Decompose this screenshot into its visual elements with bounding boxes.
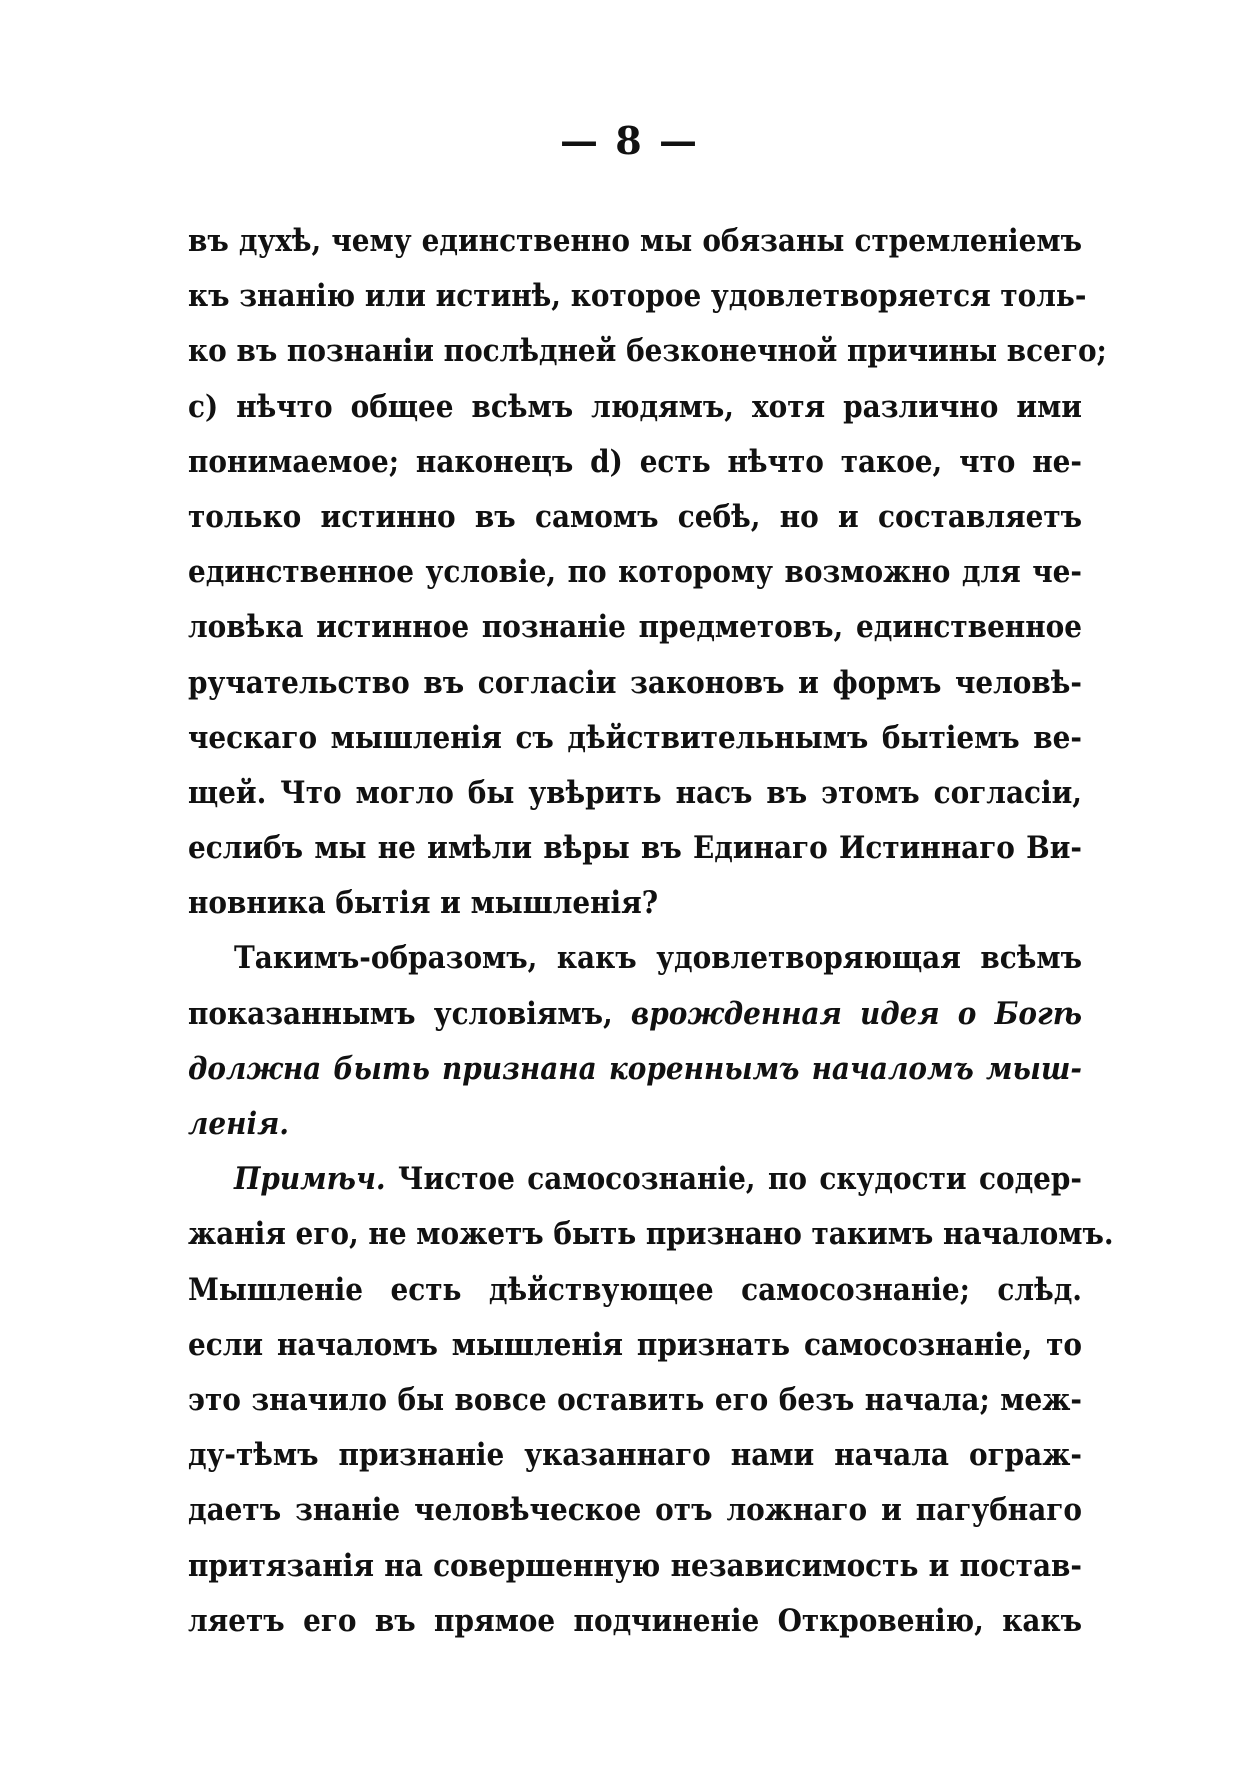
- text-line: это значило бы вовсе оставить его безъ начала; меж-: [188, 1381, 1082, 1418]
- text-line: если началомъ мышленія признать самосознаніе, то: [188, 1326, 1082, 1363]
- text-line: щей. Что могло бы увѣрить насъ въ этомъ согласіи,: [188, 774, 1082, 811]
- body-text: [188, 214, 1114, 1649]
- paragraph-1: [188, 214, 1107, 931]
- text-run: Чистое самосознаніе, по скудости содер-: [398, 1161, 1082, 1198]
- text-line: Мышленіе есть дѣйствующее самосознаніе; слѣд.: [188, 1271, 1082, 1308]
- text-line: только истинно въ самомъ себѣ, но и составляетъ: [188, 498, 1082, 535]
- emphasis-line: должна быть признана кореннымъ началомъ мыш-: [188, 1050, 1082, 1087]
- text-line: [188, 1152, 1082, 1207]
- text-line: жанія его, не можетъ быть признано такимъ началомъ.: [188, 1216, 1114, 1253]
- paragraph-3-note: [188, 1152, 1114, 1649]
- note-label: Примѣч.: [234, 1161, 386, 1198]
- text-line: еслибъ мы не имѣли вѣры въ Единаго Истиннаго Ви-: [188, 830, 1082, 867]
- text-line: въ духѣ, чему единственно мы обязаны стремленіемъ: [188, 223, 1082, 259]
- text-line: Такимъ-образомъ, какъ удовлетворяющая всѣмъ: [234, 940, 1082, 977]
- text-line: ляетъ его въ прямое подчиненіе Откровенію, какъ: [188, 1602, 1082, 1639]
- text-run: показаннымъ условіямъ,: [188, 995, 613, 1032]
- text-line: единственное условіе, по которому возможно для че-: [188, 554, 1082, 591]
- text-line: ду-тѣмъ признаніе указаннаго нами начала ограж-: [188, 1437, 1082, 1474]
- emphasis-line: ленія.: [188, 1106, 289, 1142]
- text-line: притязанія на совершенную независимость и постав-: [188, 1547, 1082, 1584]
- text-line: ловѣка истинное познаніе предметовъ, единственное: [188, 609, 1082, 646]
- text-line: новника бытія и мышленія?: [188, 885, 659, 922]
- text-line: понимаемое; наконецъ d) есть нѣчто такое, что не-: [188, 443, 1082, 480]
- text-line: ческаго мышленія съ дѣйствительнымъ бытіемъ ве-: [188, 719, 1082, 756]
- text-line: ручательство въ согласіи законовъ и формъ человѣ-: [188, 664, 1082, 701]
- page-number: — 8 —: [560, 118, 699, 163]
- text-line: ко въ познаніи послѣдней безконечной причины всего;: [188, 333, 1107, 370]
- text-line: даетъ знаніе человѣческое отъ ложнаго и пагубнаго: [188, 1492, 1082, 1529]
- text-line: къ знанію или истинѣ, которое удовлетворяется толь-: [188, 278, 1087, 315]
- text-line: с) нѣчто общее всѣмъ людямъ, хотя различно ими: [188, 388, 1082, 425]
- emphasis-text: врожденная идея о Богѣ: [630, 995, 1082, 1032]
- text-line: [188, 987, 1082, 1042]
- paragraph-2: [188, 931, 1082, 1152]
